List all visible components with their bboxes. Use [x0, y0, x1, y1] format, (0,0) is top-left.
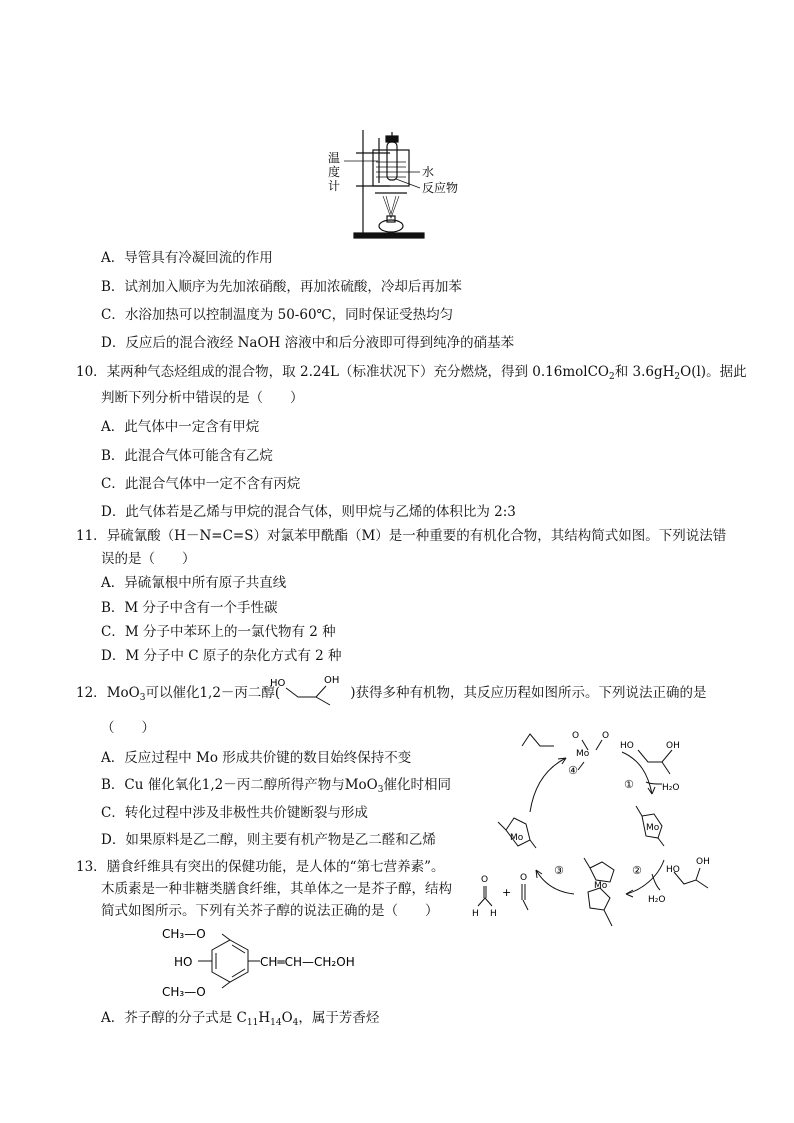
ho-label: HO: [174, 955, 193, 969]
svg-text:Mo: Mo: [594, 881, 608, 891]
q11-stem-line1: 11．异硫氰酸（H－N=C=S）对氯苯甲酰酯（M）是一种重要的有机化合物，其结构简式如图。下列说法错: [76, 528, 727, 544]
q13-stem-line1: 13．膳食纤维具有突出的保健功能，是人体的“第七营养素”。: [76, 859, 445, 875]
q12-option-b[interactable]: B．Cu 催化氧化1,2－丙二醇所得产物与MoO$_3$催化时相同: [101, 777, 451, 795]
svg-text:O: O: [520, 873, 528, 883]
q13-option-a[interactable]: A．芥子醇的分子式是 $C_{11}H_{14}O_4$，属于芳香烃: [101, 1010, 380, 1028]
q10-stem-line1: 10．某两种气态烃组成的混合物，取 2.24L（标准状况下）充分燃烧，得到 0.16molCO$_2$和 $3.6gH_2O(l)$。据此: [76, 364, 747, 382]
q13-stem-line3: 简式如图所示。下列有关芥子醇的说法正确的是（ ）: [101, 903, 439, 919]
q10-number: 10．: [76, 364, 107, 380]
q10-option-a[interactable]: A．此气体中一定含有甲烷: [101, 419, 260, 435]
svg-text:OH: OH: [324, 675, 340, 686]
water-label-1: H₂O: [662, 783, 680, 793]
ch3o-top: CH₃—O: [162, 927, 206, 941]
q11-option-d[interactable]: D．M 分子中 C 原子的杂化方式有 2 种: [101, 648, 342, 664]
svg-text:O: O: [481, 875, 489, 885]
step-1: ①: [624, 778, 634, 791]
svg-text:O: O: [572, 731, 580, 741]
oh-label-c: HO: [666, 865, 680, 875]
ch3o-bottom: CH₃—O: [162, 985, 206, 999]
q11-stem-line2: 误的是（ ）: [101, 551, 196, 567]
oh-label-a: HO: [620, 741, 634, 751]
q10-option-c[interactable]: C．此混合气体中一定不含有丙烷: [101, 476, 301, 492]
label-thermometer-3: 计: [328, 179, 341, 193]
step-2: ②: [632, 864, 642, 877]
q9-option-b[interactable]: B．试剂加入顺序为先加浓硝酸，再加浓硫酸，冷却后再加苯: [101, 279, 462, 295]
q13-number: 13．: [76, 859, 107, 875]
side-chain: CH═CH—CH₂OH: [260, 955, 355, 969]
q12-option-c[interactable]: C．转化过程中涉及非极性共价键断裂与形成: [101, 805, 368, 821]
q11-number: 11．: [76, 528, 107, 544]
q10-stem-line2: 判断下列分析中错误的是（ ）: [101, 390, 304, 406]
q12-option-d[interactable]: D．如果原料是乙二醇，则主要有机产物是乙二醛和乙烯: [101, 832, 436, 848]
step-3: ③: [554, 864, 564, 877]
label-water: 水: [422, 165, 435, 179]
label-thermometer-1: 温: [328, 151, 341, 165]
q10-option-b[interactable]: B．此混合气体可能含有乙烷: [101, 448, 273, 464]
nitration-apparatus-figure: [320, 128, 480, 244]
q11-option-b[interactable]: B．M 分子中含有一个手性碳: [101, 600, 278, 616]
svg-text:+: +: [502, 886, 512, 899]
label-reactant: 反应物: [422, 181, 459, 195]
q12-stem-line2: （ ）: [101, 720, 155, 736]
oh-label-b: OH: [666, 741, 680, 751]
q11-option-c[interactable]: C．M 分子中苯环上的一氯代物有 2 种: [101, 624, 336, 640]
svg-text:H: H: [490, 909, 497, 919]
propanediol-structure: [264, 670, 354, 710]
q13-stem-line2: 木质素是一种非糖类膳食纤维，其单体之一是芥子醇，结构: [101, 881, 452, 897]
label-thermometer-2: 度: [328, 165, 341, 179]
svg-text:HO: HO: [270, 678, 286, 689]
svg-text:Mo: Mo: [576, 749, 590, 759]
svg-text:Mo: Mo: [646, 823, 660, 833]
q12-stem-line1: 12．MoO$_3$可以催化1,2－丙二醇( )获得多种有机物，其反应历程如图所示。下列说法正确的是: [76, 685, 707, 703]
svg-text:H: H: [472, 909, 479, 919]
q9-option-c[interactable]: C．水浴加热可以控制温度为 50-60℃，同时保证受热均匀: [101, 307, 454, 323]
water-label-2: H₂O: [648, 895, 666, 905]
q11-option-a[interactable]: A．异硫氰根中所有原子共直线: [101, 575, 287, 591]
q9-option-d[interactable]: D．反应后的混合液经 NaOH 溶液中和后分液即可得到纯净的硝基苯: [101, 335, 515, 351]
reaction-cycle-diagram: [470, 722, 718, 944]
svg-text:O: O: [602, 731, 610, 741]
oh-label-d: OH: [696, 857, 710, 867]
q12-option-a[interactable]: A．反应过程中 Mo 形成共价键的数目始终保持不变: [101, 750, 412, 766]
step-4: ④: [568, 764, 578, 777]
q10-option-d[interactable]: D．此气体若是乙烯与甲烷的混合气体，则甲烷与乙烯的体积比为 2:3: [101, 504, 516, 520]
q12-number: 12．: [76, 685, 107, 701]
q9-option-a[interactable]: A．导管具有冷凝回流的作用: [101, 250, 273, 266]
sinapyl-alcohol-structure: [160, 922, 400, 1004]
svg-text:Mo: Mo: [510, 833, 524, 843]
